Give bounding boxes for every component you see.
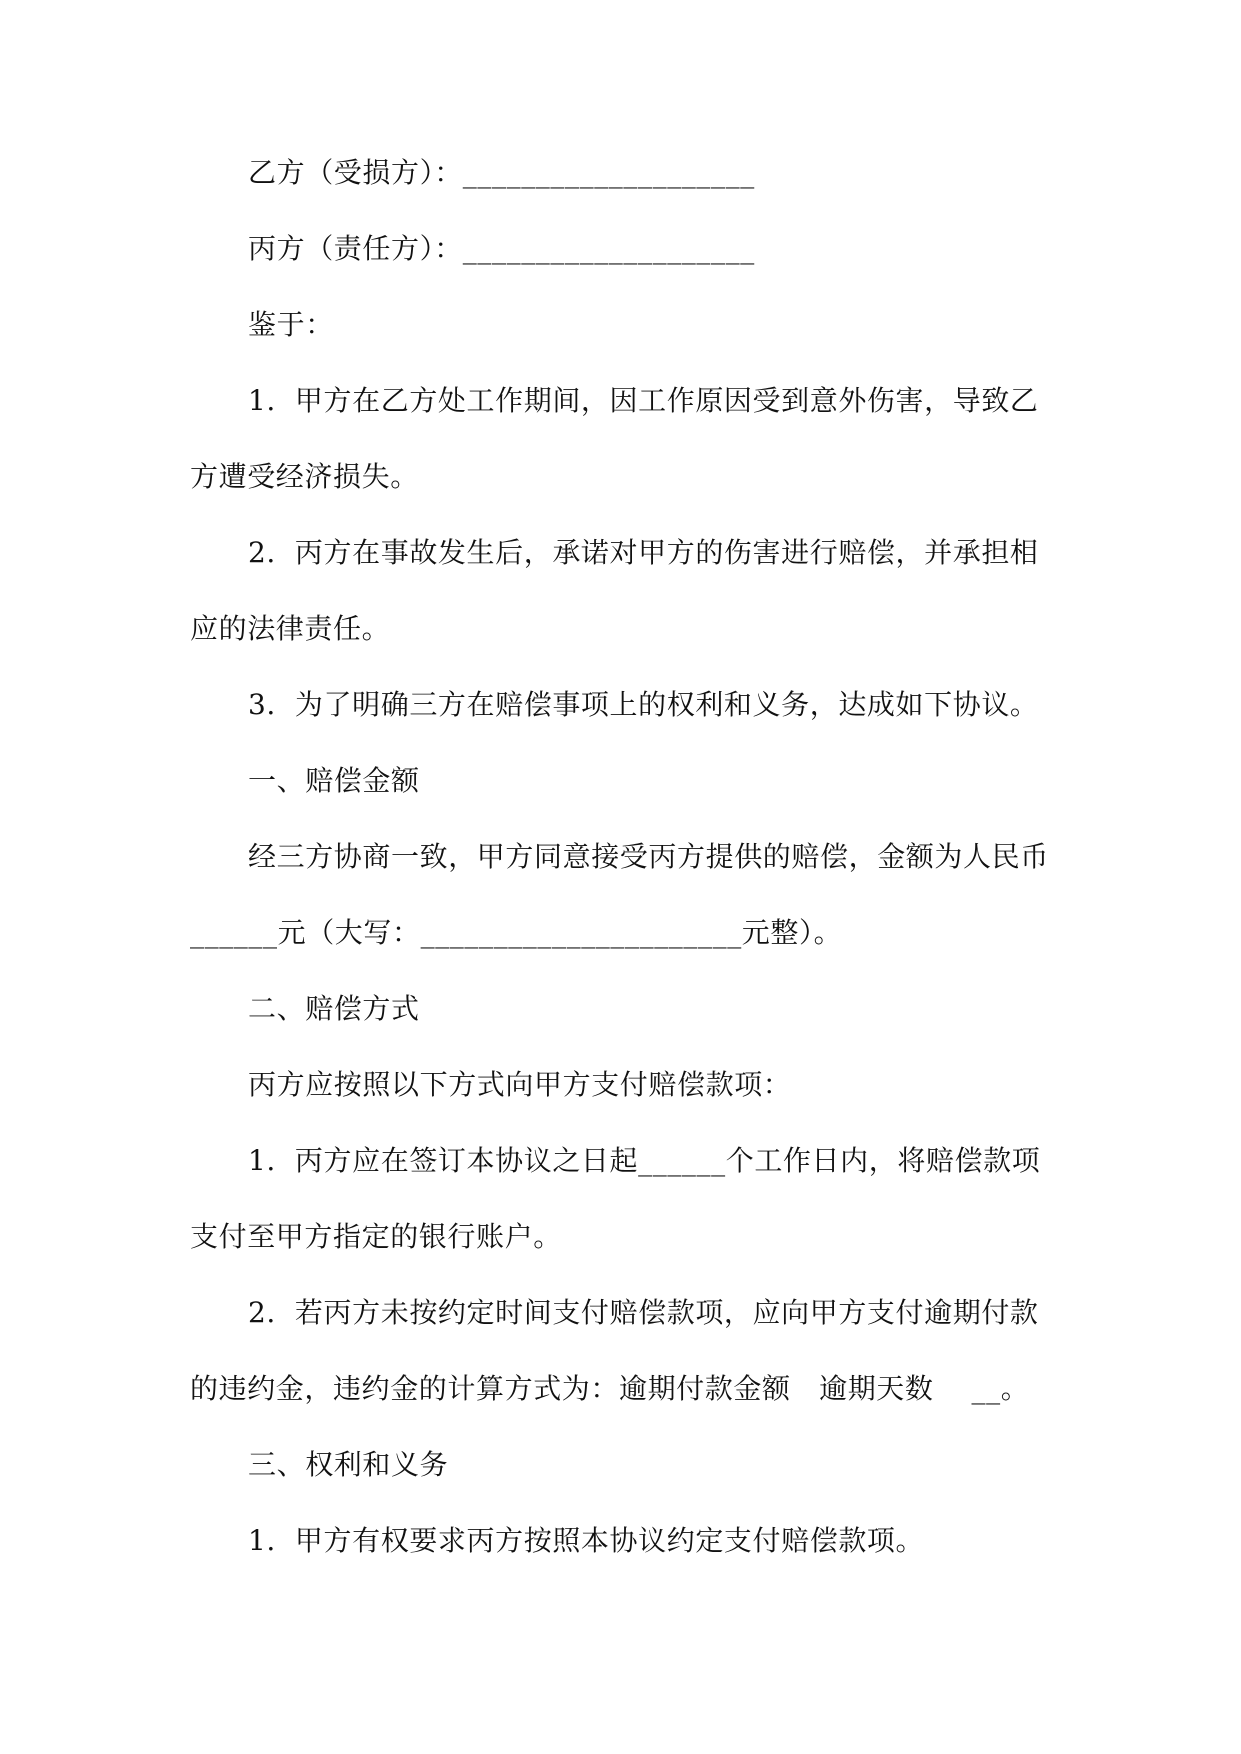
whereas-item-3: 3. 为了明确三方在赔偿事项上的权利和义务，达成如下协议。 xyxy=(248,688,1039,721)
whereas-heading: 鉴于： xyxy=(248,308,334,341)
party-c-line: 丙方（责任方）：____________________ xyxy=(248,232,755,265)
section-1-paragraph-cont: ______元（大写：______________________元整）。 xyxy=(190,916,843,949)
section-2-item-1: 1. 丙方应在签订本协议之日起______个工作日内，将赔偿款项 xyxy=(248,1144,1041,1177)
section-2-intro: 丙方应按照以下方式向甲方支付赔偿款项： xyxy=(248,1068,792,1101)
party-b-line: 乙方（受损方）：____________________ xyxy=(248,156,755,189)
section-2-item-2-cont: 的违约金，违约金的计算方式为：逾期付款金额 逾期天数 __。 xyxy=(190,1372,1030,1405)
section-1-heading: 一、赔偿金额 xyxy=(248,764,420,797)
section-1-paragraph: 经三方协商一致，甲方同意接受丙方提供的赔偿，金额为人民币 xyxy=(248,840,1049,873)
whereas-item-2-cont: 应的法律责任。 xyxy=(190,612,391,645)
section-3-item-1: 1. 甲方有权要求丙方按照本协议约定支付赔偿款项。 xyxy=(248,1524,925,1557)
whereas-item-2: 2. 丙方在事故发生后，承诺对甲方的伤害进行赔偿，并承担相 xyxy=(248,536,1039,569)
section-3-heading: 三、权利和义务 xyxy=(248,1448,449,1481)
section-2-item-1-cont: 支付至甲方指定的银行账户。 xyxy=(190,1220,562,1253)
section-2-item-2: 2. 若丙方未按约定时间支付赔偿款项，应向甲方支付逾期付款 xyxy=(248,1296,1039,1329)
section-2-heading: 二、赔偿方式 xyxy=(248,992,420,1025)
whereas-item-1-cont: 方遭受经济损失。 xyxy=(190,460,419,493)
whereas-item-1: 1. 甲方在乙方处工作期间，因工作原因受到意外伤害，导致乙 xyxy=(248,384,1039,417)
